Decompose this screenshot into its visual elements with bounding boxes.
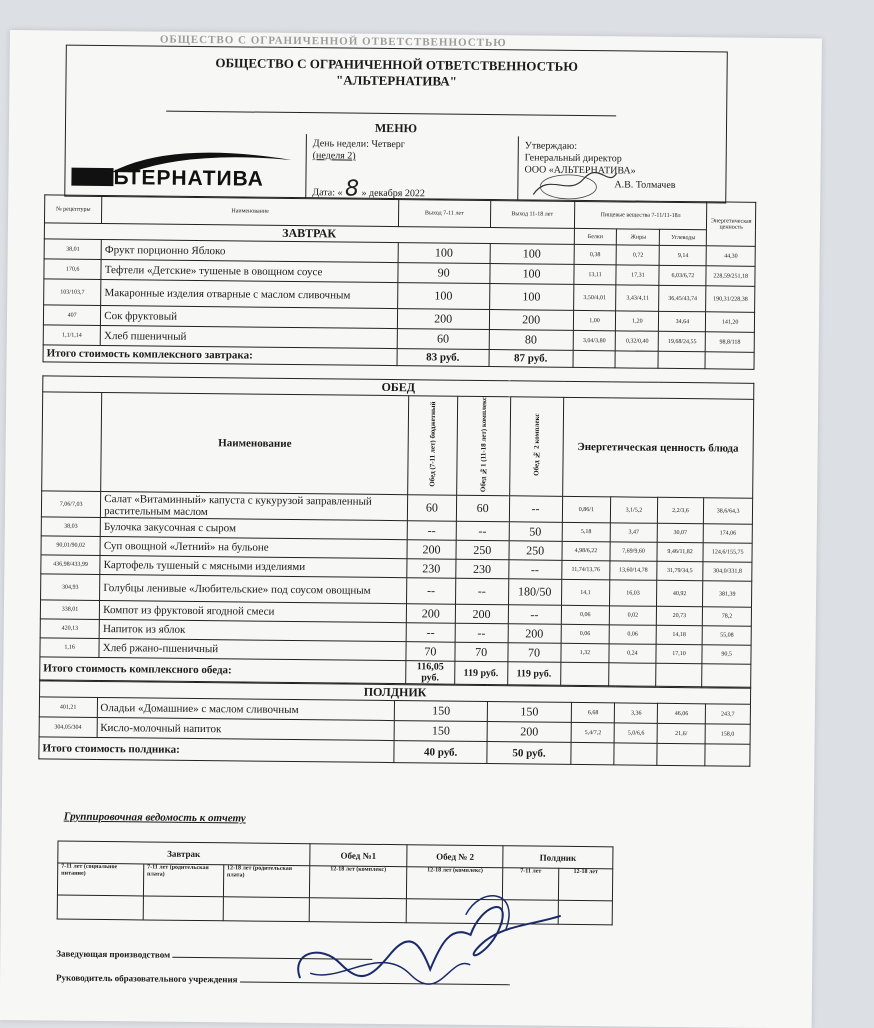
lunch-2-value: 250 bbox=[509, 541, 562, 561]
lunch-1-value: 70 bbox=[455, 642, 508, 662]
lunch-1-value: -- bbox=[455, 623, 508, 643]
grouping-subheader: 12-18 лет bbox=[558, 868, 612, 901]
divider bbox=[166, 111, 616, 117]
output-11-18: 150 bbox=[487, 702, 571, 723]
energy-value: 381,39 bbox=[703, 581, 752, 608]
fat-value: 13,60/14,78 bbox=[610, 561, 657, 580]
fat-value: 3,36 bbox=[615, 703, 658, 723]
dish-name: Салат «Витаминный» капуста с кукурузой заправленный растительным маслом bbox=[101, 492, 408, 521]
output-11-18: 80 bbox=[489, 330, 573, 351]
carbs-value: 19,68/24,55 bbox=[659, 331, 706, 351]
recipe-number: 7,06/7,03 bbox=[41, 491, 101, 518]
lunch-budget-value: 70 bbox=[406, 642, 455, 662]
col-nutrients: Пищевые вещества 7-11/11-18л bbox=[574, 200, 707, 229]
menu-document bbox=[0, 30, 822, 1028]
date-day: 8 bbox=[344, 176, 360, 202]
lunch-2-value: 180/50 bbox=[508, 579, 561, 606]
fat-value: 0,32/0,40 bbox=[616, 331, 659, 351]
energy-value: 55,08 bbox=[702, 626, 751, 646]
dish-name: Сок фруктовый bbox=[101, 305, 398, 328]
dish-name: Фрукт порционно Яблоко bbox=[101, 239, 398, 262]
energy-value: 78,2 bbox=[703, 607, 752, 627]
company-name: ООО «АЛЬТЕРНАТИВА» bbox=[524, 164, 636, 177]
grouping-subheader: 12-18 лет (комплекс) bbox=[309, 866, 407, 899]
day-label: День недели: Четверг bbox=[312, 138, 405, 151]
output-7-11: 150 bbox=[395, 721, 488, 742]
handwritten-signature-icon bbox=[280, 883, 581, 996]
date-suffix: » декабря 2022 bbox=[361, 187, 425, 200]
recipe-number: 436,98/433,99 bbox=[41, 555, 100, 575]
fat-value: 1,20 bbox=[616, 311, 659, 331]
dish-name: Тефтели «Детские» тушеные в овощном соусе bbox=[101, 259, 398, 282]
protein-value: 13,11 bbox=[573, 264, 616, 284]
breakfast-total-11-18: 87 руб. bbox=[489, 350, 573, 368]
col-name: Наименование bbox=[102, 195, 399, 226]
dish-name: Голубцы ленивые «Любительские» под соусом овощным bbox=[100, 575, 407, 604]
lunch-1-value: -- bbox=[455, 578, 508, 605]
recipe-number: 1,16 bbox=[40, 638, 99, 658]
col-lunch-budget: Обед (7-11 лет) бюджетный bbox=[428, 401, 438, 487]
lunch-1-value: 230 bbox=[456, 559, 509, 579]
protein-value: 1,00 bbox=[573, 310, 616, 330]
output-7-11: 60 bbox=[397, 329, 489, 350]
grouping-subheader: 12-18 лет (родительская плата) bbox=[223, 865, 309, 898]
protein-value: 0,86/1 bbox=[562, 496, 611, 523]
lunch-section-title: ОБЕД bbox=[43, 376, 754, 399]
org-name-line1: ОБЩЕСТВО С ОГРАНИЧЕННОЙ ОТВЕТСТВЕННОСТЬЮ bbox=[215, 55, 578, 74]
fat-value: 0,72 bbox=[617, 245, 660, 265]
output-11-18: 100 bbox=[490, 244, 574, 265]
energy-value: 243,7 bbox=[705, 704, 750, 724]
protein-value: 5,4/7,2 bbox=[571, 722, 614, 742]
lunch-total-1: 119 руб. bbox=[454, 661, 507, 685]
recipe-number: 170,6 bbox=[44, 259, 101, 280]
director-signature-icon bbox=[528, 166, 618, 201]
energy-value: 38,6/64,3 bbox=[704, 498, 753, 525]
carbs-value: 9,14 bbox=[659, 245, 706, 265]
carbs-value: 40,92 bbox=[656, 580, 703, 606]
approved-label: Утверждаю: bbox=[524, 140, 578, 152]
protein-value: 11,74/13,76 bbox=[561, 560, 610, 580]
protein-value: 5,18 bbox=[562, 522, 611, 542]
week-label: (неделя 2) bbox=[312, 150, 356, 162]
lunch-1-value: 250 bbox=[456, 540, 509, 560]
carbs-value: 17,10 bbox=[656, 644, 703, 663]
logo-text: АЛЬТЕРНАТИВА bbox=[81, 165, 265, 191]
dish-name: Компот из фруктовой ягодной смеси bbox=[100, 601, 407, 623]
fat-value: 16,03 bbox=[610, 580, 657, 606]
carbs-value: 2,2/3,6 bbox=[657, 497, 704, 523]
output-7-11: 90 bbox=[398, 263, 490, 284]
output-11-18: 100 bbox=[489, 284, 573, 311]
snack-total-11-18: 50 руб. bbox=[487, 742, 571, 765]
recipe-number: 304,93 bbox=[41, 574, 101, 601]
snack-section-title: ПОЛДНИК bbox=[40, 681, 751, 704]
energy-value: 190,31/228,38 bbox=[706, 286, 755, 313]
dish-name: Хлеб ржано-пшеничный bbox=[99, 639, 406, 661]
fat-value: 0,06 bbox=[609, 625, 656, 644]
carbs-value: 36,45/43,74 bbox=[659, 285, 706, 311]
carbs-value: 31,79/34,5 bbox=[656, 561, 703, 580]
director-title: Генеральный директор bbox=[524, 152, 622, 165]
carbs-value: 34,64 bbox=[659, 311, 706, 331]
dish-name: Хлеб пшеничный bbox=[100, 325, 397, 348]
col-output-7-11: Выход 7-11 лет bbox=[398, 199, 490, 228]
fat-value: 7,69/9,60 bbox=[610, 542, 657, 561]
fat-value: 0,02 bbox=[609, 606, 656, 625]
carbs-value: 30,07 bbox=[657, 523, 704, 542]
dish-name: Напиток из яблок bbox=[99, 620, 406, 642]
lunch-1-value: 200 bbox=[455, 604, 508, 624]
recipe-number: 304,05/304 bbox=[39, 717, 97, 738]
protein-value: 6,68 bbox=[571, 702, 614, 722]
recipe-number: 103/103,7 bbox=[44, 279, 102, 306]
protein-value: 14,1 bbox=[561, 579, 610, 606]
output-7-11: 150 bbox=[395, 701, 488, 722]
energy-value: 228,59/251,18 bbox=[706, 266, 755, 287]
lunch-budget-value: 200 bbox=[406, 604, 455, 624]
col-energy: Энергетическая ценность bbox=[707, 202, 756, 247]
lunch-budget-value: 60 bbox=[407, 495, 456, 522]
lunch-table bbox=[39, 375, 754, 688]
dish-name: Суп овощной «Летний» на бульоне bbox=[100, 537, 407, 559]
snack-total-label: Итого стоимость полдника: bbox=[39, 737, 395, 763]
dish-name: Булочка закусочная с сыром bbox=[100, 518, 407, 540]
recipe-number: 1,1/1,14 bbox=[43, 325, 100, 346]
carbs-value: 46,06 bbox=[658, 703, 705, 723]
breakfast-total-7-11: 83 руб. bbox=[397, 349, 489, 367]
director-name: А.В. Толмачев bbox=[614, 179, 676, 191]
top-strip-text: ОБЩЕСТВО С ОГРАНИЧЕННОЙ ОТВЕТСТВЕННОСТЬЮ bbox=[159, 33, 507, 50]
carbs-value: 9,46/11,82 bbox=[657, 542, 704, 561]
dish-name: Макаронные изделия отварные с маслом сливочным bbox=[101, 279, 398, 308]
col-output-11-18: Выход 11-18 лет bbox=[490, 200, 574, 229]
energy-value: 98,8/118 bbox=[706, 332, 755, 353]
lunch-budget-value: -- bbox=[407, 521, 456, 541]
carbs-value: 14,18 bbox=[656, 625, 703, 644]
dish-name: Картофель тушеный с мясными изделиями bbox=[100, 556, 407, 578]
grouping-subheader: 7-11 лет (родительская плата) bbox=[143, 864, 223, 897]
output-7-11: 200 bbox=[397, 309, 489, 330]
output-11-18: 200 bbox=[487, 722, 571, 743]
col-fat: Жиры bbox=[617, 229, 660, 245]
lunch-budget-value: -- bbox=[406, 623, 455, 643]
lunch-1-value: 60 bbox=[456, 495, 509, 522]
recipe-number: 420,13 bbox=[40, 619, 99, 639]
breakfast-table bbox=[43, 194, 757, 369]
lunch-2-value: 70 bbox=[508, 643, 561, 663]
recipe-number: 38,01 bbox=[44, 239, 101, 260]
date-prefix: Дата: « bbox=[312, 187, 343, 199]
grouping-title: Группировочная ведомость к отчету bbox=[63, 810, 246, 825]
fat-value: 3,47 bbox=[610, 523, 657, 542]
document-header bbox=[64, 45, 728, 204]
dish-name: Кисло-молочный напиток bbox=[97, 717, 395, 740]
protein-value: 4,98/6,22 bbox=[561, 541, 610, 561]
lunch-budget-value: -- bbox=[407, 578, 456, 605]
carbs-value: 20,73 bbox=[656, 606, 703, 625]
approval-block bbox=[517, 136, 725, 202]
lunch-1-value: -- bbox=[456, 521, 509, 541]
output-7-11: 100 bbox=[397, 283, 489, 310]
grouping-subheader: 7-11 лет bbox=[503, 868, 559, 901]
grouping-lunch1: Обед №1 bbox=[309, 844, 407, 867]
protein-value: 3,50/4,01 bbox=[573, 284, 616, 310]
energy-value: 174,06 bbox=[703, 524, 752, 544]
grouping-subheader: 12-18 лет (комплекс) bbox=[407, 867, 503, 900]
org-name-line2: "АЛЬТЕРНАТИВА" bbox=[336, 72, 457, 89]
col-lunch-1: Обед №1 (11-18 лет) комплекс bbox=[478, 396, 488, 493]
lunch-total-budget: 116,05 руб. bbox=[406, 661, 455, 685]
recipe-number: 407 bbox=[43, 305, 100, 326]
menu-title: МЕНЮ bbox=[374, 120, 418, 136]
protein-value: 0,38 bbox=[574, 244, 617, 264]
fat-value: 17,31 bbox=[616, 265, 659, 285]
lunch-budget-value: 200 bbox=[407, 540, 456, 560]
lunch-total-2: 119 руб. bbox=[507, 662, 560, 686]
fat-value: 0,24 bbox=[609, 644, 656, 663]
snack-table bbox=[38, 680, 751, 766]
breakfast-total-label: Итого стоимость комплексного завтрака: bbox=[43, 345, 397, 366]
protein-value: 3,04/3,80 bbox=[573, 330, 616, 350]
lunch-total-label: Итого стоимость комплексного обеда: bbox=[40, 657, 406, 684]
energy-value: 158,0 bbox=[705, 724, 750, 744]
output-11-18: 100 bbox=[490, 264, 574, 285]
company-logo bbox=[71, 146, 301, 194]
recipe-number: 401,21 bbox=[39, 697, 97, 718]
lunch-budget-value: 230 bbox=[407, 559, 456, 579]
breakfast-section-title: ЗАВТРАК bbox=[44, 223, 574, 245]
recipe-number: 38,03 bbox=[41, 517, 100, 537]
protein-value: 0,06 bbox=[561, 605, 610, 625]
protein-value: 0,06 bbox=[561, 624, 610, 644]
output-11-18: 200 bbox=[489, 310, 573, 331]
carbs-value: 6,03/6,72 bbox=[659, 265, 706, 285]
day-info bbox=[305, 134, 519, 200]
grouping-snack: Полдник bbox=[503, 846, 613, 869]
fat-value: 3,1/5,2 bbox=[611, 497, 658, 523]
grouping-lunch2: Обед № 2 bbox=[407, 845, 503, 868]
fat-value: 5,0/6,6 bbox=[614, 723, 657, 743]
output-7-11: 100 bbox=[398, 243, 490, 264]
lunch-2-value: -- bbox=[509, 496, 562, 523]
col-recipe-number: № рецептуры bbox=[44, 195, 102, 224]
energy-value: 304,0/331,8 bbox=[703, 562, 752, 582]
lunch-2-value: 50 bbox=[509, 522, 562, 542]
lunch-energy-header: Энергетическая ценность блюда bbox=[562, 397, 754, 498]
energy-value: 44,30 bbox=[707, 246, 756, 267]
fat-value: 3,43/4,11 bbox=[616, 285, 659, 311]
dish-name: Оладьи «Домашние» с маслом сливочным bbox=[97, 697, 395, 720]
grouping-breakfast: Завтрак bbox=[58, 841, 310, 866]
energy-value: 124,6/155,75 bbox=[703, 543, 752, 563]
lunch-2-value: 200 bbox=[508, 624, 561, 644]
recipe-number: 90,01/90,02 bbox=[41, 536, 100, 556]
carbs-value: 21,6/ bbox=[658, 723, 705, 743]
energy-value: 141,20 bbox=[706, 312, 755, 333]
snack-total-7-11: 40 руб. bbox=[394, 741, 487, 764]
lunch-2-value: -- bbox=[508, 605, 561, 625]
col-lunch-2: Обед № 2 комплекс bbox=[531, 413, 541, 477]
school-head-text: Руководитель образовательного учреждения bbox=[56, 972, 238, 985]
grouping-subheader: 7-11 лет (социальное питание) bbox=[57, 863, 143, 896]
protein-value: 1,32 bbox=[560, 643, 609, 663]
lunch-name-header: Наименование bbox=[101, 392, 409, 494]
col-protein: Белки bbox=[574, 228, 617, 244]
lunch-2-value: -- bbox=[508, 560, 561, 580]
production-head-text: Заведующая производством bbox=[56, 948, 171, 960]
recipe-number: 338,01 bbox=[40, 600, 99, 620]
energy-value: 90,5 bbox=[702, 645, 751, 665]
col-carbs: Углеводы bbox=[660, 229, 707, 245]
